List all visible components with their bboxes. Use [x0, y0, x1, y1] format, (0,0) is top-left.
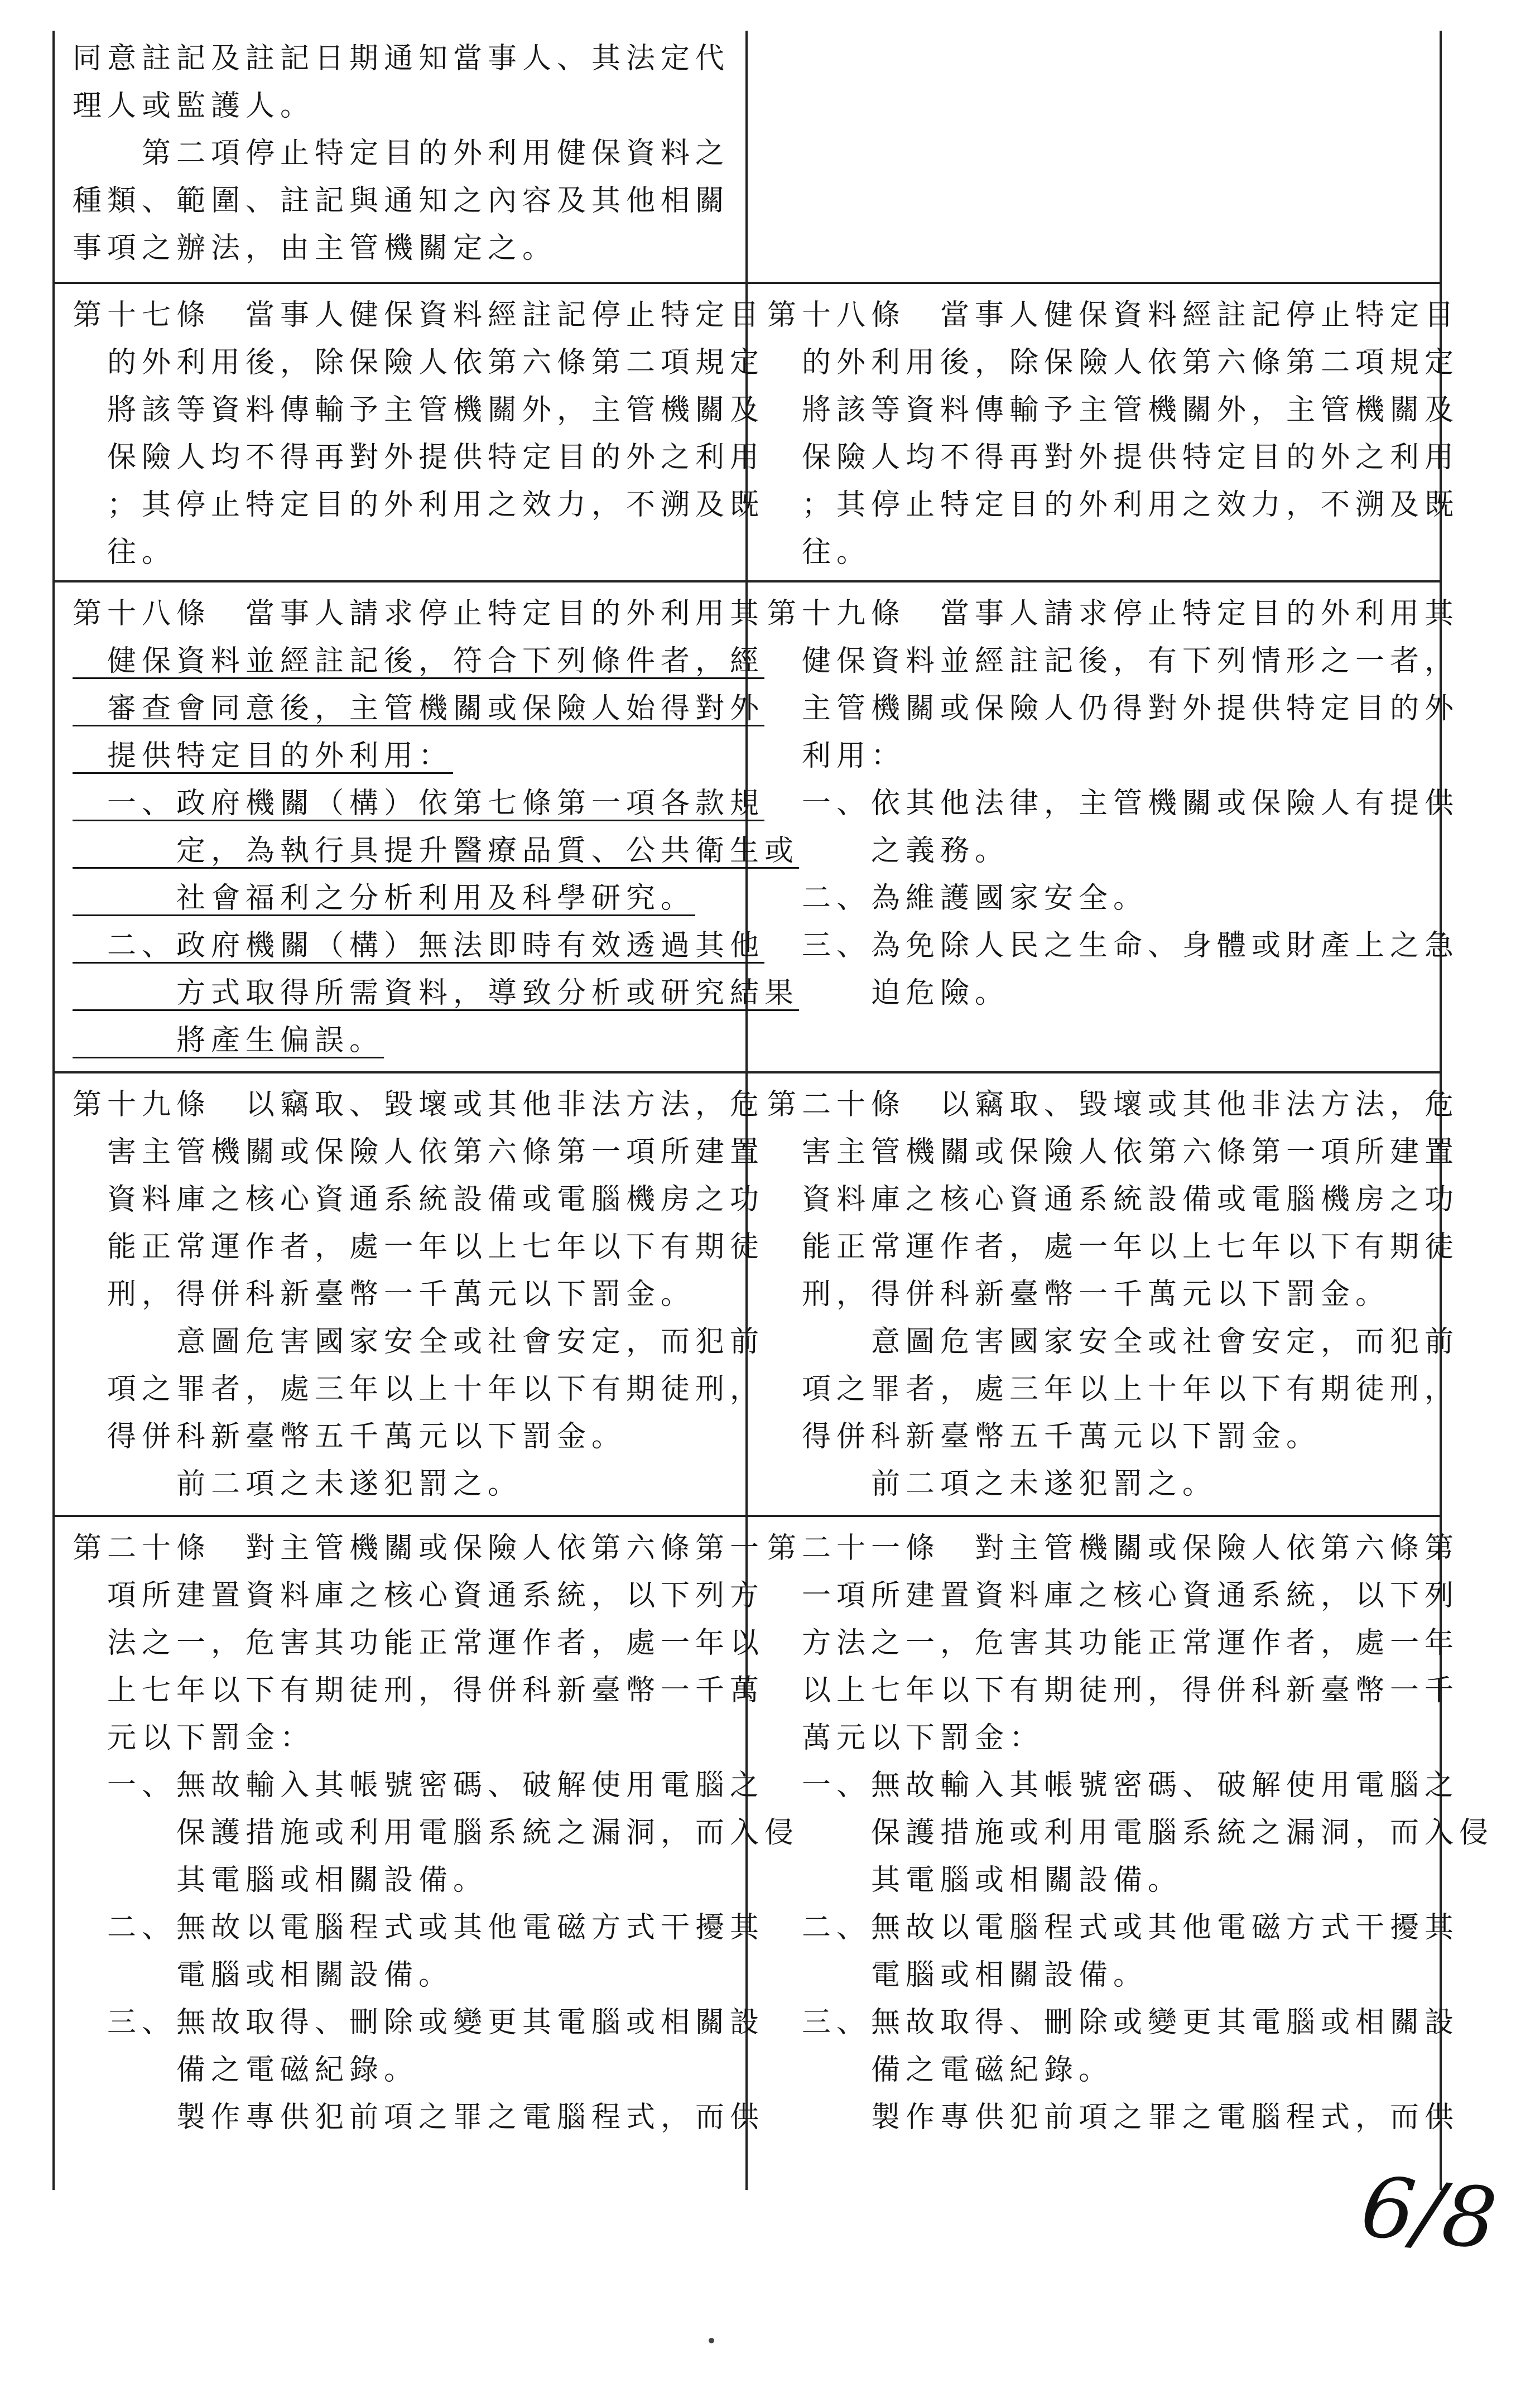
article-heading-line: 第十七條 當事人健保資料經註記停止特定目 [73, 298, 765, 332]
row-divider [52, 1071, 1442, 1073]
text-line: 二、無故以電腦程式或其他電磁方式干擾其 [767, 1911, 1460, 1944]
article-heading-line: 第二十條 對主管機關或保險人依第六條第一 [73, 1532, 765, 1565]
article-heading-line: 第二十一條 對主管機關或保險人依第六條第 [767, 1532, 1460, 1565]
text-line: 害主管機關或保險人依第六條第一項所建置 [73, 1135, 765, 1169]
text-line: 主管機關或保險人仍得對外提供特定目的外 [767, 692, 1460, 725]
text-line: 得併科新臺幣五千萬元以下罰金。 [73, 1420, 627, 1453]
text-line: 往。 [73, 536, 177, 569]
text-line: 元以下罰金： [73, 1721, 315, 1755]
page-number: 6/8 [1356, 2158, 1501, 2269]
text-line: 保險人均不得再對外提供特定目的外之利用 [767, 441, 1460, 474]
text-line: 意圖危害國家安全或社會安定，而犯前 [767, 1325, 1460, 1359]
text-line: 資料庫之核心資通系統設備或電腦機房之功 [73, 1183, 765, 1216]
article-heading-line: 第二十條 以竊取、毀壞或其他非法方法，危 [767, 1088, 1460, 1121]
text-line: 上七年以下有期徒刑，得併科新臺幣一千萬 [73, 1674, 765, 1707]
text-line: 將該等資料傳輸予主管機關外，主管機關及 [73, 393, 765, 427]
text-line: 資料庫之核心資通系統設備或電腦機房之功 [767, 1183, 1460, 1216]
text-line: 萬元以下罰金： [767, 1721, 1045, 1755]
text-line: 理人或監護人。 [73, 89, 315, 123]
text-line: 利用： [767, 739, 906, 773]
amended-text-line: 將產生偏誤。 [73, 1024, 384, 1057]
row-divider [52, 580, 1442, 582]
text-line: 意圖危害國家安全或社會安定，而犯前 [73, 1325, 765, 1359]
amended-text-line: 健保資料並經註記後，符合下列條件者，經 [73, 644, 765, 678]
text-line: 第二項停止特定目的外利用健保資料之 [73, 137, 730, 170]
text-line: 其電腦或相關設備。 [73, 1864, 488, 1897]
text-line: 同意註記及註記日期通知當事人、其法定代 [73, 42, 730, 75]
text-line: 害主管機關或保險人依第六條第一項所建置 [767, 1135, 1460, 1169]
amended-text-line: 二、政府機關（構）無法即時有效透過其他 [73, 929, 765, 962]
text-line: 能正常運作者，處一年以上七年以下有期徒 [767, 1230, 1460, 1264]
text-line: 前二項之未遂犯罰之。 [73, 1467, 523, 1501]
row-divider [52, 282, 1442, 284]
text-line: 項之罪者，處三年以上十年以下有期徒刑， [73, 1373, 765, 1406]
article-heading-line: 第十八條 當事人請求停止特定目的外利用其 [73, 597, 765, 630]
text-line: 三、為免除人民之生命、身體或財產上之急 [767, 929, 1460, 962]
amended-text-line: 定，為執行具提升醫療品質、公共衛生或 [73, 834, 800, 868]
amended-text-line: 審查會同意後，主管機關或保險人始得對外 [73, 692, 765, 725]
text-line: 事項之辦法，由主管機關定之。 [73, 232, 557, 265]
amended-text-line: 社會福利之分析利用及科學研究。 [73, 882, 696, 915]
text-line: 種類、範圍、註記與通知之內容及其他相關 [73, 184, 730, 218]
text-line: 電腦或相關設備。 [73, 1958, 454, 1992]
text-line: 其電腦或相關設備。 [767, 1864, 1183, 1897]
text-line: 三、無故取得、刪除或變更其電腦或相關設 [767, 2006, 1460, 2039]
text-line: 一項所建置資料庫之核心資通系統，以下列 [767, 1579, 1460, 1612]
text-line: 製作專供犯前項之罪之電腦程式，而供 [767, 2101, 1460, 2134]
text-line: 三、無故取得、刪除或變更其電腦或相關設 [73, 2006, 765, 2039]
amended-text-line: 方式取得所需資料，導致分析或研究結果 [73, 976, 800, 1010]
text-line: 迫危險。 [767, 976, 1010, 1010]
text-line: 刑，得併科新臺幣一千萬元以下罰金。 [73, 1278, 696, 1311]
text-line: 項所建置資料庫之核心資通系統，以下列方 [73, 1579, 765, 1612]
text-line: 備之電磁紀錄。 [767, 2053, 1114, 2087]
text-line: 二、為維護國家安全。 [767, 882, 1148, 915]
text-line: 之義務。 [767, 834, 1010, 868]
text-line: 保險人均不得再對外提供特定目的外之利用 [73, 441, 765, 474]
amended-text-line: 一、政府機關（構）依第七條第一項各款規 [73, 787, 765, 820]
text-line: 法之一，危害其功能正常運作者，處一年以 [73, 1626, 765, 1660]
article-heading-line: 第十八條 當事人健保資料經註記停止特定目 [767, 298, 1460, 332]
article-heading-line: 第十九條 以竊取、毀壞或其他非法方法，危 [73, 1088, 765, 1121]
amended-text-line: 提供特定目的外利用： [73, 739, 454, 773]
text-line: 前二項之未遂犯罰之。 [767, 1467, 1217, 1501]
text-line: 保護措施或利用電腦系統之漏洞，而入侵 [767, 1816, 1494, 1850]
text-line: 一、依其他法律，主管機關或保險人有提供 [767, 787, 1460, 820]
text-line: ；其停止特定目的外利用之效力，不溯及既 [73, 488, 765, 522]
row-divider [52, 1515, 1442, 1517]
text-line: 刑，得併科新臺幣一千萬元以下罰金。 [767, 1278, 1390, 1311]
scan-speck [709, 2338, 714, 2343]
article-heading-line: 第十九條 當事人請求停止特定目的外利用其 [767, 597, 1460, 630]
text-line: 將該等資料傳輸予主管機關外，主管機關及 [767, 393, 1460, 427]
text-line: 製作專供犯前項之罪之電腦程式，而供 [73, 2101, 765, 2134]
text-line: 一、無故輸入其帳號密碼、破解使用電腦之 [767, 1769, 1460, 1802]
text-line: 得併科新臺幣五千萬元以下罰金。 [767, 1420, 1321, 1453]
text-line: 往。 [767, 536, 872, 569]
text-line: 電腦或相關設備。 [767, 1958, 1148, 1992]
text-line: 保護措施或利用電腦系統之漏洞，而入侵 [73, 1816, 800, 1850]
text-line: 項之罪者，處三年以上十年以下有期徒刑， [767, 1373, 1460, 1406]
text-line: 二、無故以電腦程式或其他電磁方式干擾其 [73, 1911, 765, 1944]
text-line: 能正常運作者，處一年以上七年以下有期徒 [73, 1230, 765, 1264]
text-line: 備之電磁紀錄。 [73, 2053, 419, 2087]
text-line: 方法之一，危害其功能正常運作者，處一年 [767, 1626, 1460, 1660]
left-border [52, 31, 55, 2190]
text-line: 一、無故輸入其帳號密碼、破解使用電腦之 [73, 1769, 765, 1802]
text-line: ；其停止特定目的外利用之效力，不溯及既 [767, 488, 1460, 522]
text-line: 以上七年以下有期徒刑，得併科新臺幣一千 [767, 1674, 1460, 1707]
text-line: 健保資料並經註記後，有下列情形之一者， [767, 644, 1460, 678]
text-line: 的外利用後，除保險人依第六條第二項規定 [73, 346, 765, 379]
text-line: 的外利用後，除保險人依第六條第二項規定 [767, 346, 1460, 379]
